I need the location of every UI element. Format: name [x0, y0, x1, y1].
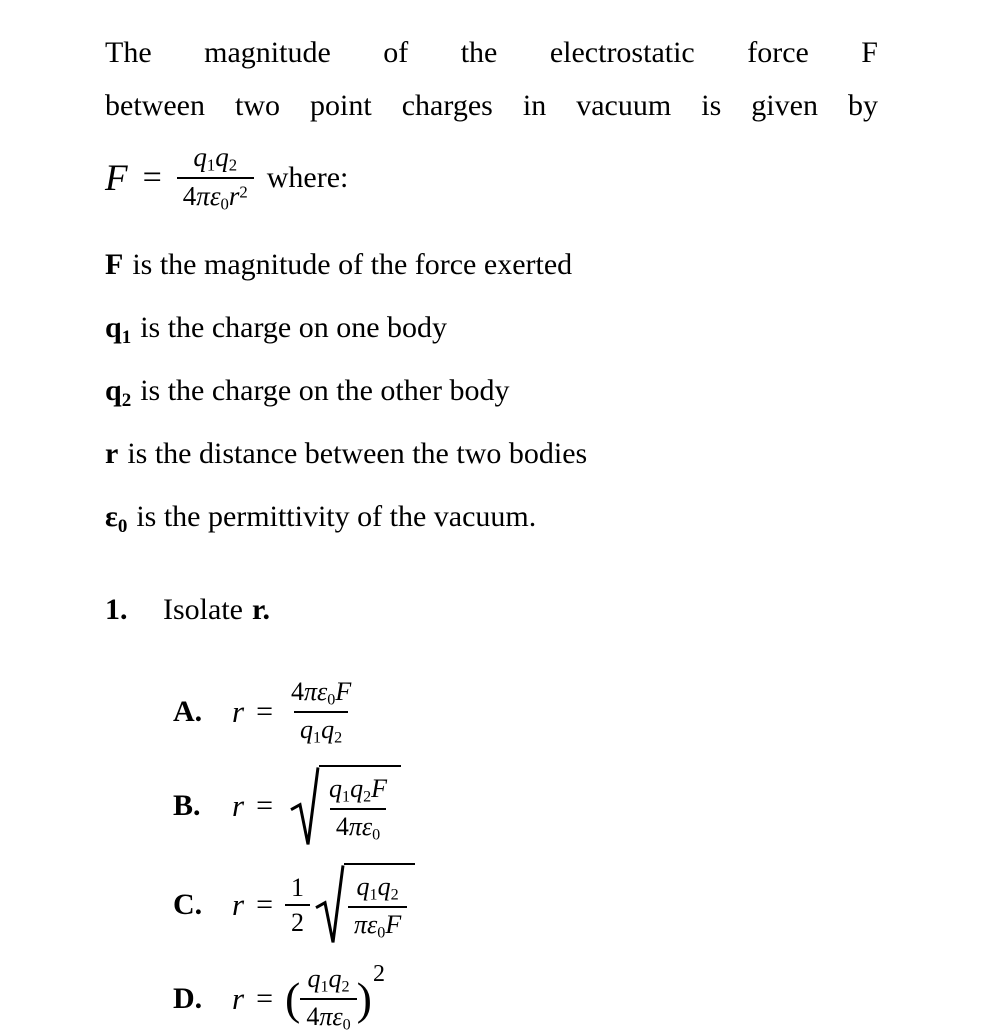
fraction-numerator: q1q2F — [329, 773, 388, 806]
option-row-a — [173, 675, 878, 749]
definition-line-F: F is the magnitude of the force exerted — [105, 248, 573, 281]
fraction-numerator: q1q2 — [307, 964, 350, 996]
question-object: r. — [251, 593, 271, 626]
formula-fraction — [177, 140, 254, 216]
option-c-variable: r — [232, 886, 245, 922]
fraction-denominator: $4\pi\varepsilon 0r^2$ — [177, 177, 254, 216]
equals-sign: = — [256, 981, 273, 1015]
option-b-variable: r — [232, 788, 245, 824]
fraction-denominator: q1q2 — [294, 711, 348, 749]
definitions-list — [105, 238, 878, 553]
option-c-fraction — [348, 870, 407, 944]
question-1 — [105, 589, 878, 631]
radicand — [319, 765, 401, 848]
fraction-denominator: 4πε0 — [300, 998, 356, 1036]
option-d-fraction — [300, 962, 356, 1036]
intro-line-1: The magnitude of the electrostatic force F — [105, 36, 878, 69]
option-a-variable: r — [232, 693, 245, 729]
option-b-fraction — [323, 772, 393, 846]
option-row-d — [173, 962, 878, 1036]
fraction-numerator: 1 — [291, 872, 304, 902]
option-b-label: B. — [173, 789, 201, 823]
equals-sign: = — [142, 159, 162, 196]
option-row-c — [173, 863, 878, 946]
radical-sign — [314, 863, 344, 946]
option-a-fraction — [285, 675, 357, 749]
intro-line-2: between two point charges in vacuum is given by — [105, 89, 878, 122]
fraction-numerator: 4πε0F — [291, 677, 352, 709]
square-root — [289, 765, 401, 848]
option-a-label: A. — [173, 694, 203, 728]
definition-line-r: r is the distance between the two bodies — [105, 437, 588, 470]
square-root — [314, 863, 415, 946]
option-c-label: C. — [173, 887, 203, 921]
radicand — [344, 863, 415, 946]
open-paren: ( — [285, 973, 301, 1025]
one-half-fraction — [285, 871, 310, 939]
radical-sign — [289, 765, 319, 848]
option-row-b — [173, 765, 878, 848]
question-text: Isolate r. — [163, 593, 271, 626]
where-label: where: — [266, 161, 349, 194]
option-d-variable: r — [232, 980, 245, 1016]
option-d-label: D. — [173, 981, 203, 1015]
close-paren: ) — [356, 973, 372, 1025]
fraction-numerator: q1q2 — [356, 872, 399, 904]
definition-line-eps0: $\varepsilon_0$ is the permittivity of the vacuum. — [105, 500, 537, 537]
equals-sign: = — [256, 694, 273, 728]
intro-paragraph — [105, 26, 878, 132]
squared-exponent: 2 — [373, 961, 385, 988]
fraction-numerator: q1q2 — [193, 142, 238, 175]
equals-sign: = — [256, 887, 273, 921]
options-list — [173, 675, 878, 1036]
definition-line-q2: $q_2$ is the charge on the other body — [105, 374, 510, 411]
fraction-denominator: 2 — [285, 904, 310, 939]
definition-line-q1: $q_1$ is the charge on one body — [105, 311, 448, 348]
question-number: 1. — [105, 593, 128, 626]
formula-lhs: F — [105, 157, 128, 199]
fraction-denominator: 4πε0 — [330, 808, 386, 846]
fraction-denominator: πε0F — [348, 906, 407, 944]
coulomb-formula — [105, 136, 878, 220]
equals-sign: = — [256, 789, 273, 823]
